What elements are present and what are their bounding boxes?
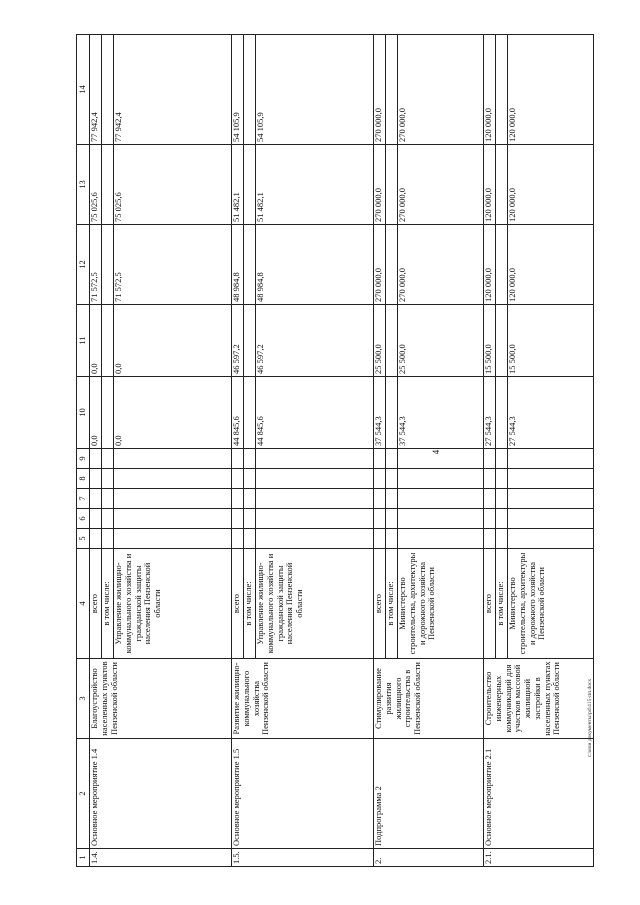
empty-cell bbox=[244, 509, 256, 529]
column-number: 10 bbox=[77, 377, 90, 449]
empty-cell bbox=[232, 489, 244, 509]
value-col13 bbox=[244, 145, 256, 225]
value-col13: 120 000,0 bbox=[508, 145, 594, 225]
funding-source: Управление жилищно-коммунального хозяйства и гражданской защиты населения Пензенской области bbox=[256, 549, 374, 659]
empty-cell bbox=[232, 469, 244, 489]
measure-title: Строительство инженерных коммуникаций для участков массовой жилищной застройки в населенных пунктах Пензенской области bbox=[484, 659, 594, 739]
value-col11: 0,0 bbox=[114, 305, 232, 377]
column-number: 4 bbox=[77, 549, 90, 659]
empty-cell bbox=[244, 489, 256, 509]
value-col13: 270 000,0 bbox=[374, 145, 386, 225]
empty-cell bbox=[256, 489, 374, 509]
empty-cell bbox=[484, 489, 496, 509]
value-col13: 75 025,6 bbox=[90, 145, 102, 225]
empty-cell bbox=[374, 529, 386, 549]
column-number: 8 bbox=[77, 469, 90, 489]
column-number: 2 bbox=[77, 739, 90, 849]
empty-cell bbox=[496, 489, 508, 509]
empty-cell bbox=[484, 509, 496, 529]
value-col14: 270 000,0 bbox=[374, 35, 386, 145]
empty-cell bbox=[244, 529, 256, 549]
empty-cell bbox=[496, 509, 508, 529]
empty-cell bbox=[508, 449, 594, 469]
value-col12 bbox=[496, 225, 508, 305]
empty-cell bbox=[90, 489, 102, 509]
empty-cell bbox=[114, 509, 232, 529]
column-number: 14 bbox=[77, 35, 90, 145]
table-body bbox=[77, 35, 594, 867]
value-col14 bbox=[244, 35, 256, 145]
funding-source: всего bbox=[232, 549, 244, 659]
file-path-footer: c:\мои документы\pd\415-пп.docx bbox=[587, 678, 593, 758]
value-col13: 51 482,1 bbox=[232, 145, 244, 225]
value-col12 bbox=[244, 225, 256, 305]
value-col12: 120 000,0 bbox=[508, 225, 594, 305]
measure-name: Основное мероприятие 1.5 bbox=[232, 739, 374, 849]
empty-cell bbox=[114, 469, 232, 489]
empty-cell bbox=[90, 469, 102, 489]
empty-cell bbox=[398, 509, 484, 529]
value-col14 bbox=[496, 35, 508, 145]
value-col14: 77 942,4 bbox=[90, 35, 102, 145]
value-col11: 25 500,0 bbox=[374, 305, 386, 377]
value-col12: 48 984,8 bbox=[256, 225, 374, 305]
empty-cell bbox=[244, 449, 256, 469]
empty-cell bbox=[508, 529, 594, 549]
measure-title: Стимулирование развития жилищного строительства в Пензенской области bbox=[374, 659, 484, 739]
value-col14: 120 000,0 bbox=[508, 35, 594, 145]
value-col13: 75 025,6 bbox=[114, 145, 232, 225]
empty-cell bbox=[232, 529, 244, 549]
value-col13 bbox=[102, 145, 114, 225]
empty-cell bbox=[484, 529, 496, 549]
program-budget-table bbox=[76, 34, 594, 867]
empty-cell bbox=[232, 509, 244, 529]
value-col12: 71 572,5 bbox=[90, 225, 102, 305]
value-col10 bbox=[244, 377, 256, 449]
column-number: 7 bbox=[77, 489, 90, 509]
value-col11 bbox=[102, 305, 114, 377]
empty-cell bbox=[386, 469, 398, 489]
empty-cell bbox=[102, 469, 114, 489]
column-number: 6 bbox=[77, 509, 90, 529]
funding-source: в том числе: bbox=[244, 549, 256, 659]
empty-cell bbox=[102, 509, 114, 529]
value-col10: 44 845,6 bbox=[232, 377, 244, 449]
funding-source: в том числе: bbox=[386, 549, 398, 659]
row-number: 1.5. bbox=[232, 849, 374, 867]
empty-cell bbox=[374, 469, 386, 489]
empty-cell bbox=[374, 449, 386, 469]
empty-cell bbox=[90, 529, 102, 549]
value-col14: 54 105,9 bbox=[256, 35, 374, 145]
page-number: 4 bbox=[431, 449, 441, 455]
funding-source: в том числе: bbox=[102, 549, 114, 659]
empty-cell bbox=[484, 469, 496, 489]
measure-name: Основное мероприятие 2.1 bbox=[484, 739, 594, 849]
value-col13 bbox=[496, 145, 508, 225]
funding-source: всего bbox=[90, 549, 102, 659]
value-col11 bbox=[244, 305, 256, 377]
value-col10: 0,0 bbox=[114, 377, 232, 449]
table-row bbox=[90, 35, 102, 867]
empty-cell bbox=[114, 529, 232, 549]
value-col10: 0,0 bbox=[90, 377, 102, 449]
value-col10: 44 845,6 bbox=[256, 377, 374, 449]
empty-cell bbox=[398, 449, 484, 469]
funding-source: в том числе: bbox=[496, 549, 508, 659]
empty-cell bbox=[508, 469, 594, 489]
column-number: 1 bbox=[77, 849, 90, 867]
value-col10: 27 544,3 bbox=[484, 377, 496, 449]
empty-cell bbox=[496, 449, 508, 469]
empty-cell bbox=[398, 489, 484, 509]
empty-cell bbox=[256, 509, 374, 529]
column-number: 11 bbox=[77, 305, 90, 377]
value-col11: 25 500,0 bbox=[398, 305, 484, 377]
value-col11: 46 597,2 bbox=[232, 305, 244, 377]
value-col12 bbox=[102, 225, 114, 305]
column-number: 12 bbox=[77, 225, 90, 305]
row-number: 2. bbox=[374, 849, 484, 867]
value-col13 bbox=[386, 145, 398, 225]
empty-cell bbox=[90, 509, 102, 529]
empty-cell bbox=[256, 469, 374, 489]
funding-source: всего bbox=[484, 549, 496, 659]
column-number: 3 bbox=[77, 659, 90, 739]
empty-cell bbox=[114, 489, 232, 509]
table-row bbox=[374, 35, 386, 867]
empty-cell bbox=[386, 509, 398, 529]
empty-cell bbox=[256, 529, 374, 549]
value-col12: 71 572,5 bbox=[114, 225, 232, 305]
value-col12: 48 984,8 bbox=[232, 225, 244, 305]
empty-cell bbox=[256, 449, 374, 469]
empty-cell bbox=[114, 449, 232, 469]
value-col12: 120 000,0 bbox=[484, 225, 496, 305]
value-col10: 27 544,3 bbox=[508, 377, 594, 449]
value-col10 bbox=[496, 377, 508, 449]
empty-cell bbox=[496, 469, 508, 489]
table-row bbox=[232, 35, 244, 867]
empty-cell bbox=[398, 529, 484, 549]
rotated-table-container bbox=[76, 35, 600, 867]
value-col13: 51 482,1 bbox=[256, 145, 374, 225]
funding-source: всего bbox=[374, 549, 386, 659]
empty-cell bbox=[386, 489, 398, 509]
value-col11: 46 597,2 bbox=[256, 305, 374, 377]
empty-cell bbox=[496, 529, 508, 549]
value-col14: 54 105,9 bbox=[232, 35, 244, 145]
measure-title: Развитие жилищно-коммунального хозяйства Пензенской области bbox=[232, 659, 374, 739]
value-col11 bbox=[386, 305, 398, 377]
value-col10 bbox=[102, 377, 114, 449]
row-number: 2.1. bbox=[484, 849, 594, 867]
value-col10: 37 544,3 bbox=[398, 377, 484, 449]
empty-cell bbox=[386, 449, 398, 469]
value-col11: 15 500,0 bbox=[484, 305, 496, 377]
row-number: 1.4. bbox=[90, 849, 232, 867]
empty-cell bbox=[398, 469, 484, 489]
empty-cell bbox=[102, 489, 114, 509]
column-number: 9 bbox=[77, 449, 90, 469]
value-col11 bbox=[496, 305, 508, 377]
empty-cell bbox=[374, 489, 386, 509]
value-col13: 120 000,0 bbox=[484, 145, 496, 225]
column-number: 13 bbox=[77, 145, 90, 225]
empty-cell bbox=[374, 509, 386, 529]
value-col14 bbox=[102, 35, 114, 145]
value-col10: 37 544,3 bbox=[374, 377, 386, 449]
empty-cell bbox=[508, 509, 594, 529]
empty-cell bbox=[90, 449, 102, 469]
funding-source: Министерство строительства, архитектуры и дорожного хозяйства Пензенской области bbox=[398, 549, 484, 659]
measure-name: Подпрограмма 2 bbox=[374, 739, 484, 849]
funding-source: Управление жилищно-коммунального хозяйства и гражданской защиты населения Пензенской области bbox=[114, 549, 232, 659]
value-col12: 270 000,0 bbox=[374, 225, 386, 305]
column-number: 5 bbox=[77, 529, 90, 549]
measure-name: Основное мероприятие 1.4 bbox=[90, 739, 232, 849]
value-col12 bbox=[386, 225, 398, 305]
empty-cell bbox=[102, 449, 114, 469]
funding-source: Министерство строительства, архитектуры и дорожного хозяйства Пензенской области bbox=[508, 549, 594, 659]
value-col12: 270 000,0 bbox=[398, 225, 484, 305]
column-number-row bbox=[77, 35, 90, 867]
value-col11: 15 500,0 bbox=[508, 305, 594, 377]
empty-cell bbox=[244, 469, 256, 489]
value-col11: 0,0 bbox=[90, 305, 102, 377]
value-col14 bbox=[386, 35, 398, 145]
empty-cell bbox=[232, 449, 244, 469]
empty-cell bbox=[484, 449, 496, 469]
value-col13: 270 000,0 bbox=[398, 145, 484, 225]
value-col10 bbox=[386, 377, 398, 449]
measure-title: Благоустройство населенных пунктов Пензенской области bbox=[90, 659, 232, 739]
empty-cell bbox=[386, 529, 398, 549]
value-col14: 270 000,0 bbox=[398, 35, 484, 145]
empty-cell bbox=[102, 529, 114, 549]
table-row bbox=[484, 35, 496, 867]
value-col14: 77 942,4 bbox=[114, 35, 232, 145]
empty-cell bbox=[508, 489, 594, 509]
value-col14: 120 000,0 bbox=[484, 35, 496, 145]
